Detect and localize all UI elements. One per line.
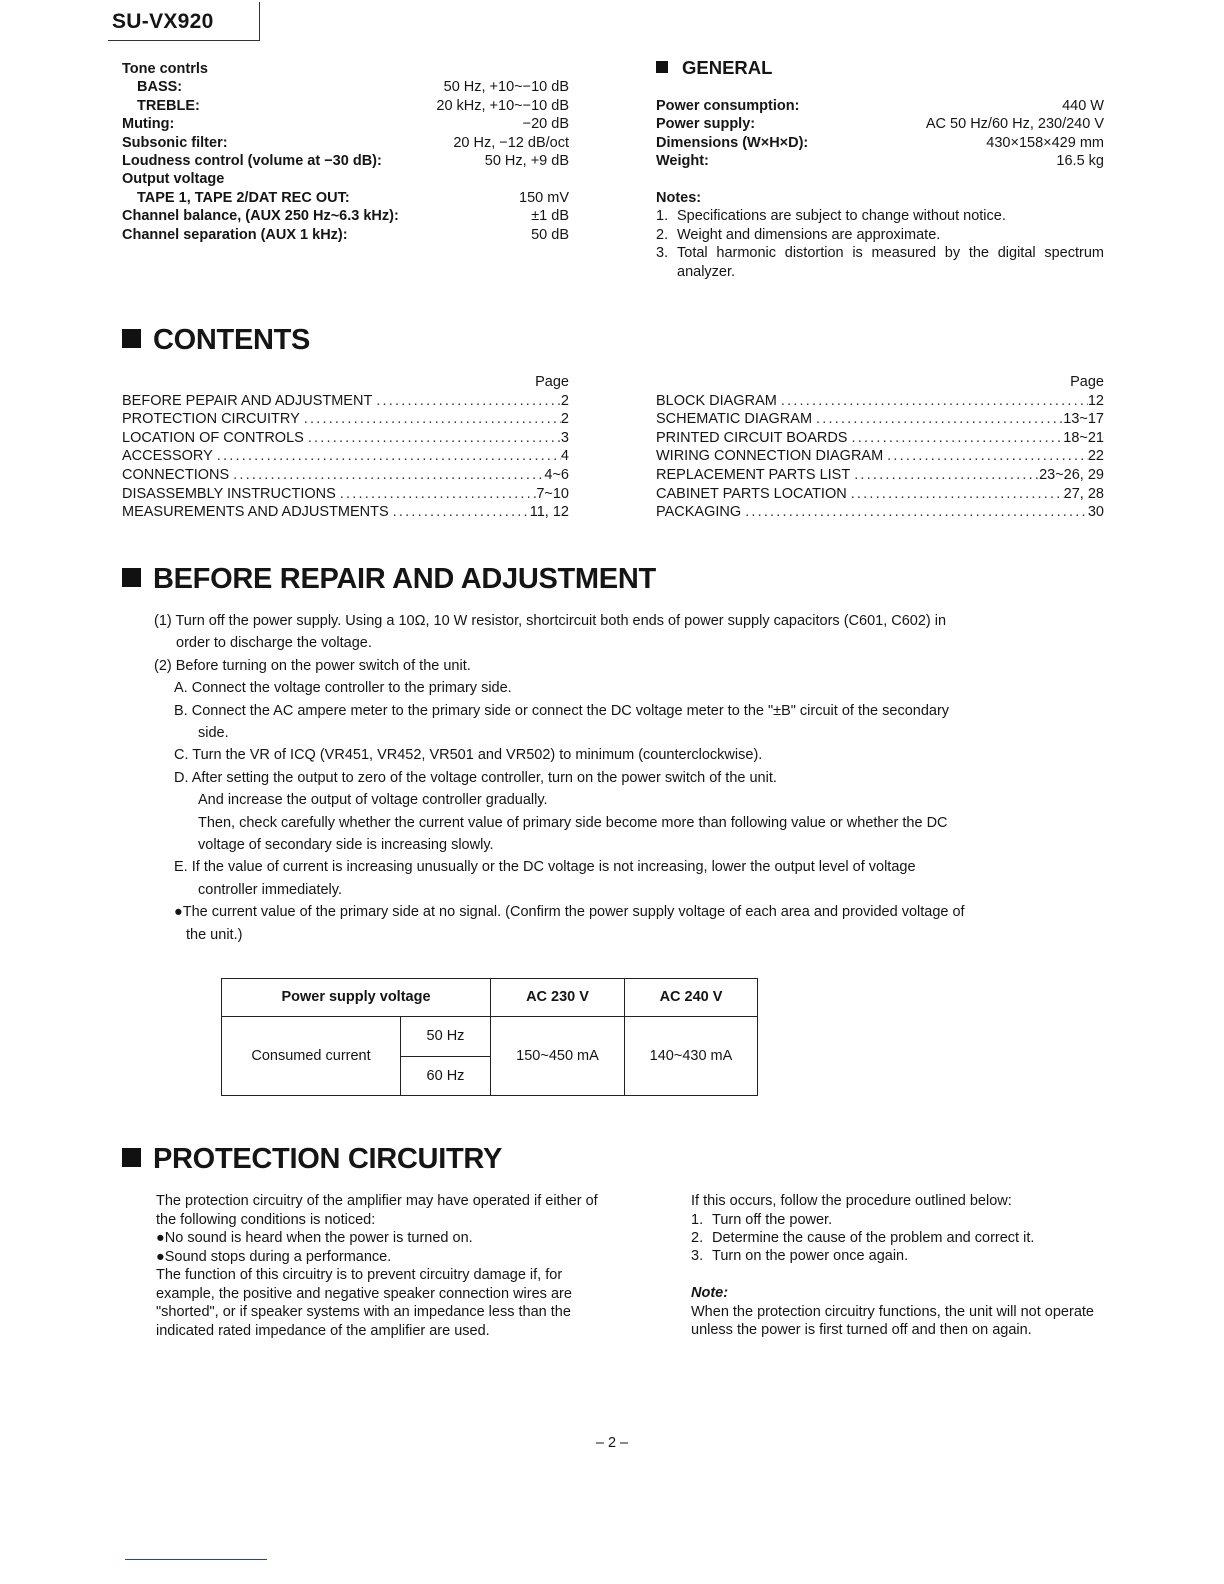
toc-leader — [372, 392, 561, 411]
toc-item[interactable] — [656, 503, 1104, 522]
procedure-step — [691, 1229, 1111, 1247]
general-row-weight — [656, 152, 1104, 170]
spec-label: BASS: — [137, 79, 183, 96]
spec-row-tape-out — [122, 189, 569, 207]
table-header-voltage: Power supply voltage — [222, 979, 491, 1017]
toc-page-label: Page — [535, 374, 569, 390]
protection-bullet: ●Sound stops during a performance. — [156, 1248, 392, 1265]
toc-item[interactable] — [656, 447, 1104, 466]
square-bullet-icon — [122, 329, 141, 348]
toc-page-label: Page — [1070, 374, 1104, 390]
toc-item-page: 2 — [560, 392, 569, 409]
spec-value: 50 Hz, +10~−10 dB — [443, 79, 569, 96]
spec-label: TREBLE: — [137, 97, 200, 114]
header-rule-vertical — [259, 2, 260, 41]
spec-label: Channel separation (AUX 1 kHz): — [122, 226, 348, 243]
note-item — [656, 226, 1104, 244]
toc-item[interactable] — [122, 503, 569, 522]
spec-output-voltage: Output voltage — [122, 171, 225, 188]
general-row-power-supply — [656, 115, 1104, 133]
protection-heading — [122, 1142, 502, 1176]
step-text: Turn off the power. — [712, 1211, 833, 1228]
toc-leader — [304, 429, 561, 448]
toc-item[interactable] — [122, 429, 569, 448]
general-row-dimensions — [656, 134, 1104, 152]
table-row-label: Consumed current — [222, 1017, 401, 1096]
toc-item-title: ACCESSORY — [122, 448, 213, 465]
general-value: AC 50 Hz/60 Hz, 230/240 V — [925, 116, 1104, 133]
model-title: SU-VX920 — [112, 10, 214, 33]
toc-item-title: LOCATION OF CONTROLS — [122, 429, 304, 446]
toc-item-title: REPLACEMENT PARTS LIST — [656, 466, 851, 483]
note-text: unless the power is first turned off and then on again. — [691, 1322, 1032, 1339]
toc-left — [122, 373, 569, 522]
spec-label: Subsonic filter: — [122, 134, 228, 151]
toc-item-title: BEFORE PEPAIR AND ADJUSTMENT — [122, 392, 373, 409]
square-bullet-icon — [656, 61, 668, 73]
general-label: Power supply: — [656, 116, 756, 133]
spec-value: 150 mV — [519, 189, 569, 206]
step-2-text: (2) Before turning on the power switch of the unit. — [154, 657, 471, 674]
spec-value: 50 dB — [531, 226, 569, 243]
step-number: 3. — [691, 1248, 704, 1265]
table-cell-ac230-value: 150~450 mA — [491, 1017, 625, 1096]
protection-text: The function of this circuitry is to prevent circuitry damage if, for — [156, 1267, 563, 1283]
step-d-text-cont: voltage of secondary side is increasing slowly. — [198, 837, 494, 854]
step-1-text: (1) Turn off the power supply. Using a 10Ω, 10 W resistor, shortcircuit both ends of power supply capacitors (C601, C602) in — [154, 613, 947, 629]
toc-item[interactable] — [656, 466, 1104, 485]
toc-item-title: DISASSEMBLY INSTRUCTIONS — [122, 485, 336, 502]
note-number: 1. — [656, 208, 669, 225]
step-e-text-cont: controller immediately. — [198, 881, 342, 898]
spec-value: ±1 dB — [531, 208, 569, 225]
step-d-text-cont: And increase the output of voltage controller gradually. — [198, 792, 548, 809]
step-number: 1. — [691, 1211, 704, 1228]
toc-leader — [883, 447, 1088, 466]
square-bullet-icon — [122, 568, 141, 587]
toc-item-page: 2 — [560, 411, 569, 428]
toc-item-title: PRINTED CIRCUIT BOARDS — [656, 429, 848, 446]
toc-item[interactable] — [656, 485, 1104, 504]
notes-title: Notes: — [656, 190, 702, 207]
note-item — [656, 207, 1104, 225]
toc-item[interactable] — [122, 410, 569, 429]
page-number: – 2 – — [595, 1435, 629, 1451]
general-row-power-consumption — [656, 97, 1104, 115]
toc-leader — [777, 392, 1088, 411]
toc-item[interactable] — [122, 466, 569, 485]
table-cell-ac240-value: 140~430 mA — [625, 1017, 758, 1096]
note-item — [656, 244, 1104, 281]
toc-item-title: SCHEMATIC DIAGRAM — [656, 411, 813, 428]
general-label: Dimensions (W×H×D): — [656, 134, 809, 151]
general-heading — [656, 57, 772, 79]
consumed-current-table — [221, 978, 758, 1096]
toc-leader — [847, 429, 1063, 448]
spec-value: 20 Hz, −12 dB/oct — [453, 134, 569, 151]
toc-leader — [741, 503, 1088, 522]
toc-item-title: MEASUREMENTS AND ADJUSTMENTS — [122, 504, 389, 521]
toc-right — [656, 373, 1104, 522]
protection-title: PROTECTION CIRCUITRY — [153, 1143, 502, 1175]
toc-item-page: 7~10 — [536, 485, 569, 502]
specs-section — [122, 60, 569, 244]
spec-row-separation — [122, 226, 569, 244]
spec-row-balance — [122, 207, 569, 225]
protection-text: indicated rated impedance of the amplifier are used. — [156, 1322, 490, 1339]
toc-item-page: 27, 28 — [1063, 485, 1104, 502]
toc-item[interactable] — [122, 392, 569, 411]
toc-item-title: PACKAGING — [656, 504, 742, 521]
note-text: When the protection circuitry functions, the unit will not operate — [691, 1303, 1094, 1320]
toc-leader — [300, 410, 561, 429]
spec-tone-controls: Tone contrls — [122, 61, 208, 77]
spec-label: Channel balance, (AUX 250 Hz~6.3 kHz): — [122, 208, 399, 225]
toc-leader — [812, 410, 1063, 429]
footer-rule — [125, 1559, 267, 1560]
toc-item-title: CONNECTIONS — [122, 466, 230, 483]
toc-item-page: 13~17 — [1063, 411, 1104, 428]
step-c-text: C. Turn the VR of ICQ (VR451, VR452, VR501 and VR502) to minimum (counterclockwise). — [174, 747, 763, 764]
step-text: Determine the cause of the problem and correct it. — [712, 1229, 1035, 1246]
toc-leader — [336, 485, 537, 504]
repair-instructions — [154, 610, 994, 946]
toc-item-page: 4~6 — [544, 466, 569, 483]
step-b-text-cont: side. — [198, 725, 229, 742]
procedure-step — [691, 1211, 1111, 1229]
bullet-text: ●The current value of the primary side at no signal. (Confirm the power supply voltage of each area and provided voltage of — [174, 904, 965, 921]
general-section — [656, 97, 1104, 281]
toc-item[interactable] — [656, 410, 1104, 429]
toc-item[interactable] — [656, 392, 1104, 411]
toc-item-page: 4 — [560, 448, 569, 465]
note-text: Weight and dimensions are approximate. — [677, 226, 941, 243]
toc-leader — [229, 466, 544, 485]
general-title: GENERAL — [682, 57, 773, 78]
step-d-text-cont: Then, check carefully whether the current value of primary side become more than following value or whether the DC — [198, 814, 948, 831]
spec-label: Muting: — [122, 116, 175, 133]
toc-item-page: 30 — [1087, 504, 1104, 521]
contents-heading — [122, 323, 310, 357]
step-d-text: D. After setting the output to zero of the voltage controller, turn on the power switch of the unit. — [174, 769, 777, 786]
spec-row-muting — [122, 115, 569, 133]
step-text: Turn on the power once again. — [712, 1248, 909, 1265]
note-text: Specifications are subject to change without notice. — [677, 208, 1006, 225]
spec-row-treble — [122, 97, 569, 115]
header-rule — [108, 40, 260, 41]
protection-text: the following conditions is noticed: — [156, 1211, 376, 1228]
note-text: Total harmonic distortion is measured by the digital spectrum analyzer. — [677, 245, 1104, 280]
spec-label: Loudness control (volume at −30 dB): — [122, 153, 382, 170]
spec-row-subsonic — [122, 134, 569, 152]
contents-title: CONTENTS — [153, 324, 311, 356]
note-title: Note: — [691, 1285, 729, 1302]
repair-title: BEFORE REPAIR AND ADJUSTMENT — [153, 563, 656, 595]
procedure-intro: If this occurs, follow the procedure outlined below: — [691, 1193, 1012, 1209]
protection-left — [156, 1192, 626, 1340]
toc-item-page: 23~26, 29 — [1039, 466, 1104, 483]
protection-text: example, the positive and negative speaker connection wires are — [156, 1285, 572, 1302]
toc-item-title: BLOCK DIAGRAM — [656, 392, 777, 409]
step-e-text: E. If the value of current is increasing unusually or the DC voltage is not increasing, lower the output level of voltage — [174, 859, 916, 876]
protection-text: "shorted", or if speaker systems with an impedance less than the — [156, 1304, 571, 1320]
note-number: 3. — [656, 245, 669, 262]
step-b-text: B. Connect the AC ampere meter to the primary side or connect the DC voltage meter to the "±B" circuit of the secondary — [174, 702, 950, 719]
toc-item-page: 22 — [1087, 448, 1104, 465]
general-value: 430×158×429 mm — [986, 134, 1104, 151]
toc-item-title: PROTECTION CIRCUITRY — [122, 411, 300, 428]
spec-label: TAPE 1, TAPE 2/DAT REC OUT: — [137, 189, 350, 206]
note-number: 2. — [656, 226, 669, 243]
toc-item-page: 12 — [1087, 392, 1104, 409]
step-1-text-cont: order to discharge the voltage. — [176, 635, 372, 652]
step-number: 2. — [691, 1229, 704, 1246]
spec-row-loudness — [122, 152, 569, 170]
table-header-ac240: AC 240 V — [625, 979, 758, 1017]
toc-leader — [389, 503, 530, 522]
general-value: 16.5 kg — [1056, 153, 1104, 170]
spec-row-bass — [122, 78, 569, 96]
protection-right — [691, 1192, 1111, 1340]
toc-item[interactable] — [122, 485, 569, 504]
toc-leader — [847, 485, 1064, 504]
spec-value: 20 kHz, +10~−10 dB — [436, 97, 569, 114]
table-cell-50hz: 50 Hz — [401, 1017, 491, 1057]
general-label: Weight: — [656, 153, 709, 170]
toc-item-title: CABINET PARTS LOCATION — [656, 485, 847, 502]
toc-item-page: 3 — [560, 429, 569, 446]
general-value: 440 W — [1062, 98, 1104, 114]
general-label: Power consumption: — [656, 98, 800, 114]
repair-heading — [122, 562, 656, 596]
table-header-ac230: AC 230 V — [491, 979, 625, 1017]
table-cell-60hz: 60 Hz — [401, 1057, 491, 1096]
toc-item[interactable] — [122, 447, 569, 466]
protection-bullet: ●No sound is heard when the power is turned on. — [156, 1230, 473, 1246]
toc-item[interactable] — [656, 429, 1104, 448]
toc-item-page: 11, 12 — [529, 504, 569, 521]
toc-leader — [850, 466, 1039, 485]
square-bullet-icon — [122, 1148, 141, 1167]
spec-value: 50 Hz, +9 dB — [484, 153, 569, 170]
spec-value: −20 dB — [522, 116, 569, 133]
bullet-text-cont: the unit.) — [186, 926, 243, 943]
toc-item-title: WIRING CONNECTION DIAGRAM — [656, 448, 884, 465]
procedure-step — [691, 1247, 1111, 1265]
step-a-text: A. Connect the voltage controller to the primary side. — [174, 680, 512, 697]
toc-leader — [213, 447, 561, 466]
toc-item-page: 18~21 — [1063, 429, 1104, 446]
protection-text: The protection circuitry of the amplifier may have operated if either of — [156, 1193, 598, 1209]
